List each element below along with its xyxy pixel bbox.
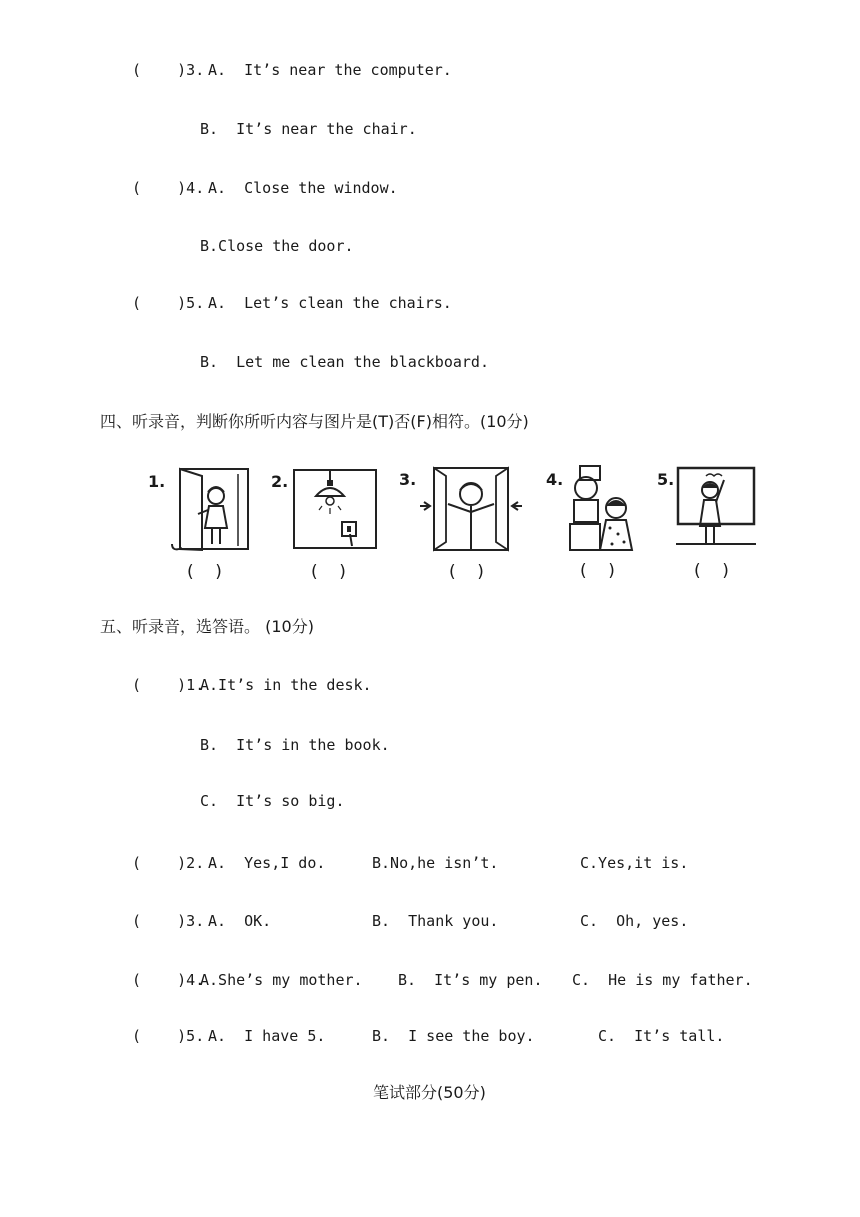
s5-q5-option-b: B. I see the boy. [372, 1027, 535, 1045]
s5-q5-option-a: A. I have 5. [208, 1027, 326, 1045]
picture-3-number: 3. [399, 470, 417, 489]
s5-q4-option-b: B. It’s my pen. [398, 971, 543, 989]
s5-q2-option-c: C.Yes,it is. [580, 854, 689, 872]
picture-1-number: 1. [148, 472, 166, 491]
q5-option-a: A. Let’s clean the chairs. [208, 294, 452, 312]
s5-q3-option-a: A. OK. [208, 912, 272, 930]
s5-q5-number: ( )5. [132, 1027, 205, 1045]
girl-at-door-icon [168, 466, 252, 552]
q4-option-b: B.Close the door. [200, 237, 354, 255]
kids-cleaning-icon [566, 464, 638, 552]
picture-3-answer-blank[interactable]: ( ) [449, 562, 484, 582]
s5-q3-option-b: B. Thank you. [372, 912, 499, 930]
q3-number: ( )3. [132, 61, 205, 79]
s5-q1-option-c: C. It’s so big. [200, 792, 345, 810]
s5-q3-option-c: C. Oh, yes. [580, 912, 689, 930]
picture-2-answer-blank[interactable]: ( ) [311, 562, 346, 582]
girl-at-blackboard-icon [676, 466, 756, 552]
q3-option-a: A. It’s near the computer. [208, 61, 452, 79]
s5-q4-option-a: A.She’s my mother. [200, 971, 363, 989]
written-part-heading: 笔试部分(50分) [373, 1083, 486, 1102]
s5-q3-number: ( )3. [132, 912, 205, 930]
s5-q5-option-c: C. It’s tall. [598, 1027, 725, 1045]
q3-option-b: B. It’s near the chair. [200, 120, 417, 138]
s5-q2-number: ( )2. [132, 854, 205, 872]
section5-heading: 五、听录音，选答语。 (10分) [100, 617, 314, 636]
s5-q4-number: ( )4. [132, 971, 205, 989]
picture-5-answer-blank[interactable]: ( ) [694, 561, 729, 581]
s5-q1-option-b: B. It’s in the book. [200, 736, 390, 754]
s5-q4-option-c: C. He is my father. [572, 971, 753, 989]
s5-q1-option-a: A.It’s in the desk. [200, 676, 372, 694]
s5-q1-number: ( )1. [132, 676, 205, 694]
section4-heading: 四、听录音，判断你所听内容与图片是(T)否(F)相符。(10分) [100, 412, 529, 431]
picture-2-number: 2. [271, 472, 289, 491]
picture-4-number: 4. [546, 470, 564, 489]
picture-4-answer-blank[interactable]: ( ) [580, 561, 615, 581]
q4-option-a: A. Close the window. [208, 179, 398, 197]
q5-number: ( )5. [132, 294, 205, 312]
picture-1-answer-blank[interactable]: ( ) [187, 562, 222, 582]
boy-opening-window-icon [418, 466, 524, 552]
s5-q2-option-b: B.No,he isn’t. [372, 854, 499, 872]
q5-option-b: B. Let me clean the blackboard. [200, 353, 489, 371]
s5-q2-option-a: A. Yes,I do. [208, 854, 326, 872]
lamp-switch-icon [292, 468, 378, 550]
picture-5-number: 5. [657, 470, 675, 489]
q4-number: ( )4. [132, 179, 205, 197]
